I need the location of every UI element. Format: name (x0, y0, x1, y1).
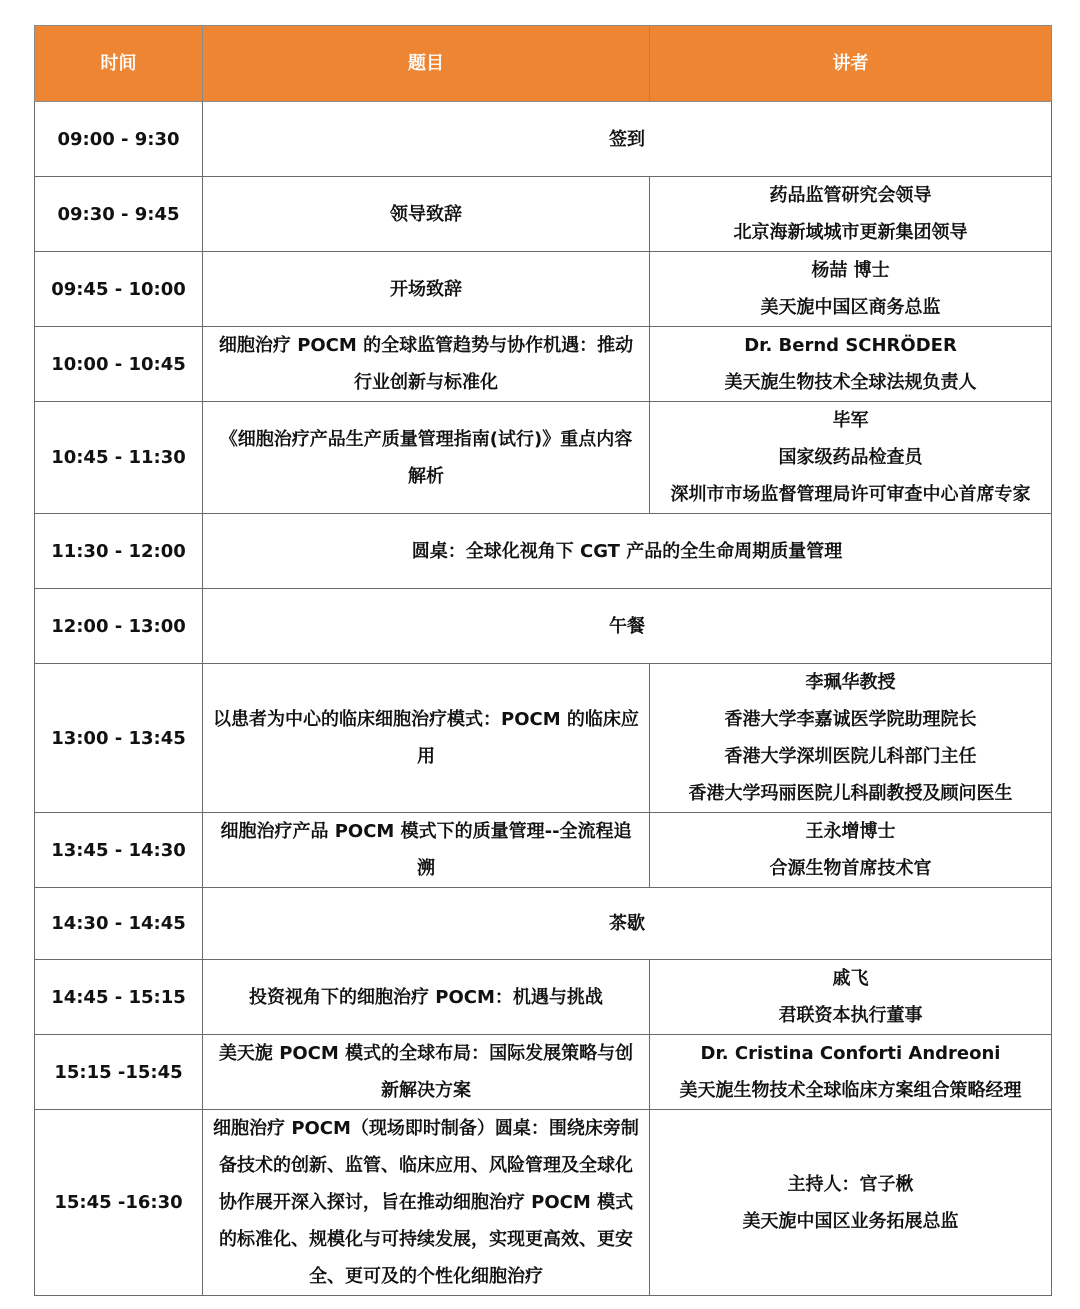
topic-cell (203, 177, 650, 252)
time-cell: 09:00 - 9:30 (35, 102, 203, 177)
speaker-cell (650, 177, 1052, 252)
speaker-cell (650, 960, 1052, 1035)
topic-line: 领导致辞 (390, 203, 462, 225)
speaker-line: 李珮华教授 (805, 672, 896, 693)
speaker-line: 香港大学深圳医院儿科部门主任 (724, 746, 977, 767)
speaker-line: 美天旎中国区商务总监 (760, 297, 941, 318)
topic-line: 以患者为中心的临床细胞治疗模式：POCM 的临床应 (213, 709, 639, 730)
time-cell: 15:45 -16:30 (35, 1110, 203, 1296)
topic-line: 全、更可及的个性化细胞治疗 (309, 1266, 543, 1287)
speaker-cell (650, 252, 1052, 327)
table-row (35, 664, 1052, 813)
time-cell: 14:30 - 14:45 (35, 888, 203, 960)
header-topic: 题目 (203, 26, 650, 102)
time-cell: 15:15 -15:45 (35, 1035, 203, 1110)
time-cell: 10:00 - 10:45 (35, 327, 203, 402)
topic-line: 的标准化、规模化与可持续发展，实现更高效、更安 (219, 1229, 633, 1250)
speaker-line: 美天旎生物技术全球法规负责人 (724, 372, 977, 393)
speaker-cell (650, 1035, 1052, 1110)
topic-line: 投资视角下的细胞治疗 POCM：机遇与挑战 (249, 986, 603, 1008)
topic-line: 溯 (417, 858, 435, 879)
topic-line: 美天旎 POCM 模式的全球布局：国际发展策略与创 (218, 1043, 634, 1064)
table-row (35, 327, 1052, 402)
speaker-cell (650, 813, 1052, 888)
topic-cell (203, 888, 1052, 960)
speaker-line: 香港大学李嘉诚医学院助理院长 (724, 709, 977, 730)
topic-cell (203, 589, 1052, 664)
topic-line: 解析 (408, 465, 444, 487)
topic-cell (203, 664, 650, 813)
speaker-line: 北京海新域城市更新集团领导 (733, 222, 968, 243)
speaker-line: 毕军 (832, 410, 869, 431)
agenda-body (35, 102, 1052, 1296)
time-cell: 09:30 - 9:45 (35, 177, 203, 252)
topic-cell (203, 1035, 650, 1110)
topic-cell (203, 960, 650, 1035)
topic-cell (203, 102, 1052, 177)
topic-line: 新解决方案 (381, 1080, 471, 1101)
time-cell: 09:45 - 10:00 (35, 252, 203, 327)
agenda-table (34, 25, 1052, 1296)
topic-line: 细胞治疗 POCM（现场即时制备）圆桌：围绕床旁制 (213, 1118, 639, 1139)
speaker-line: 杨喆 博士 (811, 260, 890, 281)
topic-cell (203, 327, 650, 402)
speaker-cell (650, 664, 1052, 813)
topic-line: 细胞治疗 POCM 的全球监管趋势与协作机遇：推动 (218, 335, 634, 356)
table-row (35, 1110, 1052, 1296)
table-row (35, 589, 1052, 664)
speaker-line: 君联资本执行董事 (778, 1005, 923, 1026)
topic-line: 圆桌：全球化视角下 CGT 产品的全生命周期质量管理 (411, 540, 843, 562)
table-row (35, 813, 1052, 888)
topic-line: 细胞治疗产品 POCM 模式下的质量管理--全流程追 (220, 821, 632, 842)
speaker-line: 合源生物首席技术官 (769, 858, 932, 879)
topic-line: 签到 (609, 128, 645, 150)
speaker-line: 美天旎中国区业务拓展总监 (742, 1210, 959, 1232)
speaker-line: Dr. Cristina Conforti Andreoni (700, 1043, 1001, 1064)
topic-cell (203, 252, 650, 327)
table-row (35, 177, 1052, 252)
speaker-line: 美天旎生物技术全球临床方案组合策略经理 (679, 1080, 1022, 1101)
topic-line: 开场致辞 (390, 278, 462, 300)
table-row (35, 252, 1052, 327)
speaker-cell (650, 402, 1052, 514)
time-cell: 11:30 - 12:00 (35, 514, 203, 589)
table-row (35, 514, 1052, 589)
time-cell: 12:00 - 13:00 (35, 589, 203, 664)
time-cell: 13:45 - 14:30 (35, 813, 203, 888)
topic-line: 午餐 (609, 615, 645, 637)
speaker-line: 戚飞 (832, 968, 869, 989)
header-speaker: 讲者 (650, 26, 1052, 102)
header-time: 时间 (35, 26, 203, 102)
time-cell: 13:00 - 13:45 (35, 664, 203, 813)
topic-line: 茶歇 (609, 913, 645, 934)
table-row (35, 102, 1052, 177)
header-row (35, 26, 1052, 102)
speaker-line: 药品监管研究会领导 (769, 185, 932, 206)
topic-cell (203, 402, 650, 514)
speaker-cell (650, 1110, 1052, 1296)
topic-line: 行业创新与标准化 (354, 372, 498, 393)
speaker-cell (650, 327, 1052, 402)
topic-line: 《细胞治疗产品生产质量管理指南(试行)》重点内容 (219, 428, 633, 450)
table-row (35, 888, 1052, 960)
speaker-line: 王永增博士 (805, 821, 896, 842)
speaker-line: 香港大学玛丽医院儿科副教授及顾问医生 (688, 783, 1013, 804)
topic-line: 备技术的创新、监管、临床应用、风险管理及全球化 (219, 1155, 633, 1176)
speaker-line: Dr. Bernd SCHRÖDER (744, 335, 957, 356)
topic-cell (203, 514, 1052, 589)
table-row (35, 402, 1052, 514)
time-cell: 14:45 - 15:15 (35, 960, 203, 1035)
table-row (35, 1035, 1052, 1110)
speaker-line: 国家级药品检查员 (778, 447, 923, 468)
table-row (35, 960, 1052, 1035)
topic-line: 用 (417, 746, 435, 767)
topic-cell (203, 813, 650, 888)
speaker-line: 深圳市市场监督管理局许可审查中心首席专家 (670, 484, 1031, 505)
topic-cell (203, 1110, 650, 1296)
time-cell: 10:45 - 11:30 (35, 402, 203, 514)
topic-line: 协作展开深入探讨，旨在推动细胞治疗 POCM 模式 (218, 1192, 634, 1213)
speaker-line: 主持人：官子楸 (787, 1173, 914, 1195)
